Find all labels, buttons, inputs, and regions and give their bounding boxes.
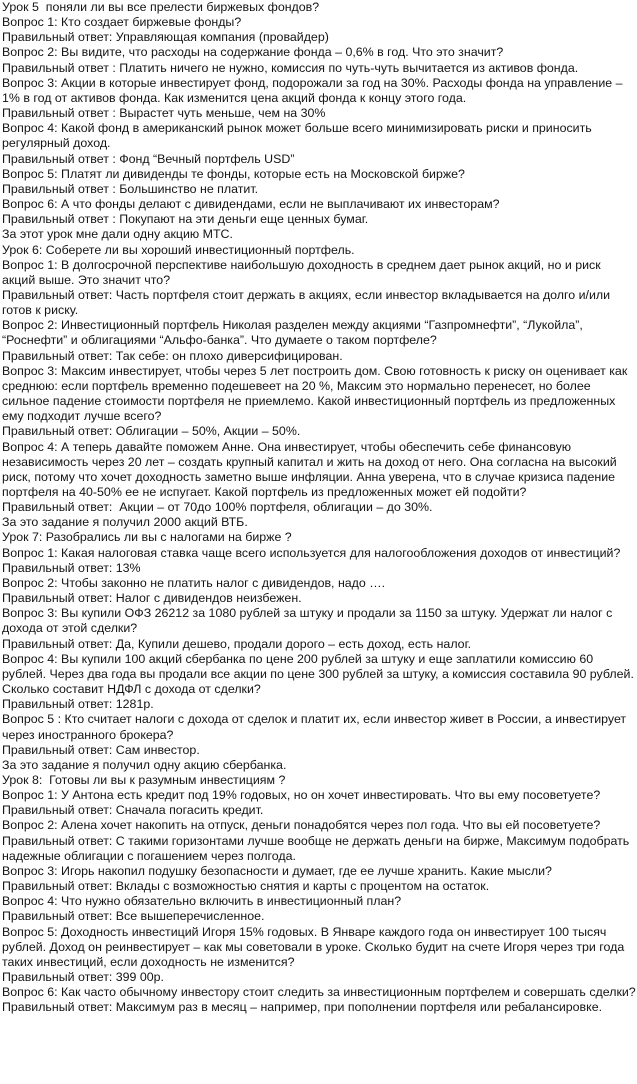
text-line: Вопрос 1: В долгосрочной перспективе наибольшую доходность в среднем дает рынок акций, но и риск акций выше. Это значит что?	[2, 257, 605, 287]
text-line: Правильный ответ: Максимум раз в месяц – например, при пополнении портфеля или ребалансировке.	[2, 1000, 603, 1015]
text-line: Вопрос 6: А что фонды делают с дивидендами, если не выплачивают их инвесторам?	[2, 197, 500, 212]
text-line: Вопрос 1: Кто создает биржевые фонды?	[2, 15, 242, 30]
text-line: За это задание я получил одну акцию сбербанка.	[2, 757, 287, 772]
text-line: Урок 5 поняли ли вы все прелести биржевых фондов?	[2, 0, 320, 14]
text-line: Урок 8: Готовы ли вы к разумным инвестициям ?	[2, 772, 286, 787]
text-line: Вопрос 3: Вы купили ОФЗ 26212 за 1080 рублей за штуку и продали за 1150 за штуку. Удержат ли налог с дохода от этой сделки?	[2, 606, 616, 636]
text-line: Правильный ответ : Большинство не платит.	[2, 181, 259, 196]
text-line: Правильный ответ: Облигации – 50%, Акции – 50%.	[2, 424, 301, 439]
text-line: Вопрос 5: Доходность инвестиций Игоря 15% годовых. В Январе каждого года он инвестирует 100 тысяч рублей. Доход он реинвестирует – как мы советовали в уроке. Сколько будит на счете Игоря через три года таких инвестиций, если доходность не изменится?	[2, 924, 628, 969]
text-line: Правильный ответ: С такими горизонтами лучше вообще не держать деньги на бирже, Максимум подобрать надежные облигации с погашением через полгода.	[2, 833, 633, 863]
text-line: Урок 7: Разобрались ли вы с налогами на бирже ?	[2, 530, 292, 545]
text-line: Урок 6: Соберете ли вы хороший инвестиционный портфель.	[2, 242, 355, 257]
text-line: Правильный ответ: 1281р.	[2, 697, 154, 712]
text-line: Правильный ответ : Вырастет чуть меньше, чем на 30%	[2, 106, 326, 121]
text-line: Вопрос 6: Как часто обычному инвестору стоит следить за инвестиционным портфелем и совершать сделки?	[2, 985, 636, 1000]
text-line: Вопрос 3: Игорь накопил подушку безопасности и думает, где ее лучше хранить. Какие мысли?	[2, 863, 552, 878]
text-line: Правильный ответ: Налог с дивидендов неизбежен.	[2, 591, 302, 606]
text-line: Правильный ответ: Вклады с возможностью снятия и карты с процентом на остаток.	[2, 879, 490, 894]
text-line: За этот урок мне дали одну акцию МТС.	[2, 227, 233, 242]
text-line: Правильный ответ: Акции – от 70до 100% портфеля, облигации – до 30%.	[2, 500, 433, 515]
text-line: Правильный ответ: Сначала погасить кредит.	[2, 803, 264, 818]
text-line: Вопрос 5: Платят ли дивиденды те фонды, которые есть на Московской бирже?	[2, 166, 465, 181]
text-line: Вопрос 2: Чтобы законно не платить налог с дивидендов, надо ….	[2, 575, 386, 590]
text-line: Правильный ответ: 399 00р.	[2, 970, 164, 984]
text-line: За это задание я получил 2000 акций ВТБ.	[2, 515, 248, 530]
text-line: Правильный ответ: Управляющая компания (провайдер)	[2, 30, 329, 45]
text-line: Правильный ответ: Так себе: он плохо диверсифицирован.	[2, 348, 343, 363]
text-line: Вопрос 3: Максим инвестирует, чтобы через 5 лет построить дом. Свою готовность к риску он оценивает как среднюю: если портфель временно подешевеет на 20 %, Максим это нормально перенесет, но более сильное падение стоимости портфеля не приемлемо. Какой инвестиционный портфель из предложенных ему подходит лучше всего?	[2, 363, 631, 424]
text-line: Вопрос 4: Вы купили 100 акций сбербанка по цене 200 рублей за штуку и еще заплатили комиссию 60 рублей. Через два года вы продали все акции по цене 300 рублей за штуку, а комиссия составила 90 рублей. Сколько составит НДФЛ с дохода от сделки?	[2, 651, 634, 697]
text-line: Вопрос 4: Какой фонд в американский рынок может больше всего минимизировать риски и приносить регулярный доход.	[2, 121, 596, 151]
text-line: Правильный ответ: 13%	[2, 560, 141, 575]
text-line: Вопрос 2: Вы видите, что расходы на содержание фонда – 0,6% в год. Что это значит?	[2, 45, 504, 60]
text-line: Вопрос 4: Что нужно обязательно включить в инвестиционный план?	[2, 894, 402, 909]
text-line: Правильный ответ: Да, Купили дешево, продали дорого – есть доход, есть налог.	[2, 636, 472, 651]
text-line: Вопрос 3: Акции в которые инвестирует фонд, подорожали за год на 30%. Расходы фонда на управление – 1% в год от активов фонда. Как изменится цена акций фонда к концу этого года.	[2, 75, 626, 105]
text-line: Вопрос 5 : Кто считает налоги с дохода от сделок и платит их, если инвестор живет в России, а инвестирует через иностранного брокера?	[2, 712, 630, 742]
text-line: Правильный ответ: Все вышеперечисленное.	[2, 909, 265, 924]
text-line: Вопрос 2: Инвестиционный портфель Николая разделен между акциями “Газпромнефти”, “Лукойла”, “Роснефти” и облигациями “Альфо-банка”. Что думаете о таком портфеле?	[2, 318, 587, 348]
text-line: Правильный ответ: Сам инвестор.	[2, 742, 200, 757]
text-line: Вопрос 1: Какая налоговая ставка чаще всего используется для налогообложения доходов от инвестиций?	[2, 545, 621, 560]
text-line: Правильный ответ : Платить ничего не нужно, комиссия по чуть-чуть вычитается из активов фонда.	[2, 60, 579, 75]
text-line: Вопрос 1: У Антона есть кредит под 19% годовых, но он хочет инвестировать. Что вы ему посоветуете?	[2, 788, 601, 803]
text-line: Правильный ответ : Покупают на эти деньги еще ценных бумаг.	[2, 212, 369, 227]
text-line: Правильный ответ : Фонд “Вечный портфель USD”	[2, 151, 295, 166]
text-line: Правильный ответ: Часть портфеля стоит держать в акциях, если инвестор вкладывается на долго и/или готов к риску.	[2, 287, 614, 318]
text-line: Вопрос 2: Алена хочет накопить на отпуск, деньги понадобятся через пол года. Что вы ей посоветуете?	[2, 818, 601, 833]
text-line: Вопрос 4: А теперь давайте поможем Анне. Она инвестирует, чтобы обеспечить себе финансовую независимость через 20 лет – создать крупный капитал и жить на доход от него. Она согласна на высокий риск, потому что хочет доходность заметно выше инфляции. Анна уверена, что в случае кризиса падение портфеля на 40-50% ее не испугает. Какой портфель из предложенных может ей подойти?	[2, 439, 621, 499]
